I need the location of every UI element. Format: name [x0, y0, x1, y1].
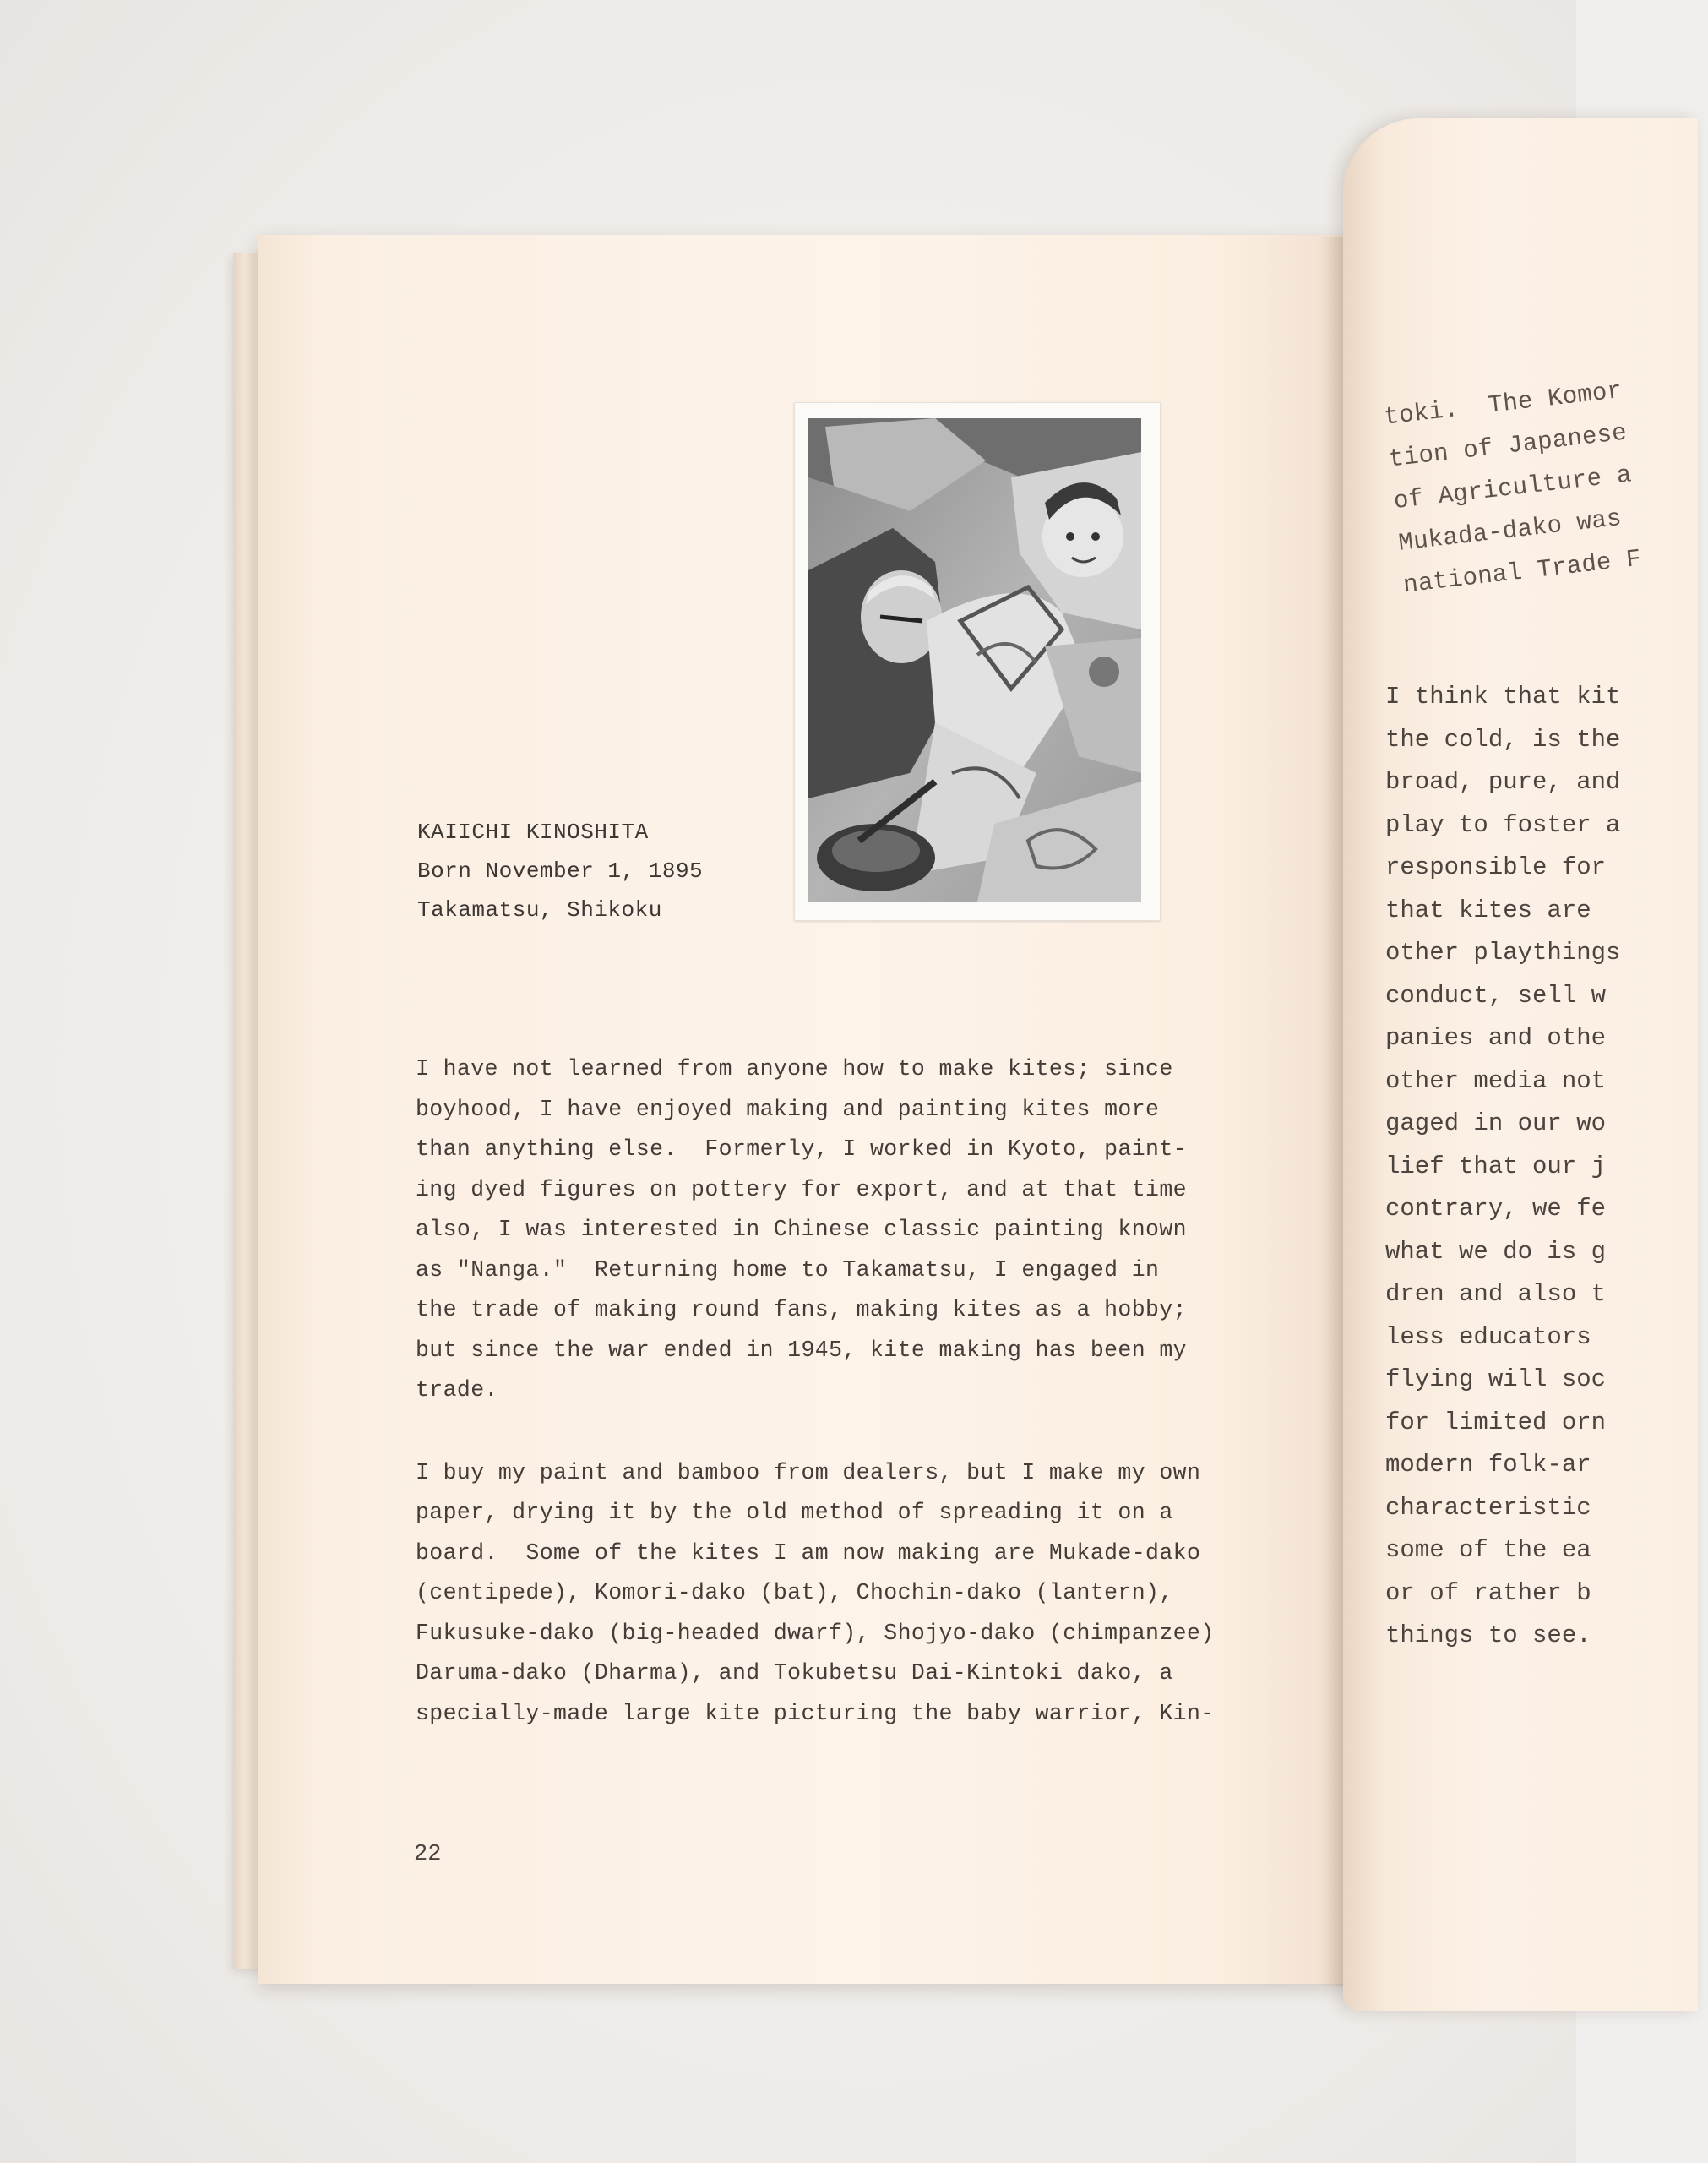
- text-line: what we do is g: [1385, 1237, 1607, 1266]
- body-text: [416, 1049, 1252, 1776]
- text-line: (centipede), Komori-dako (bat), Chochin-dako (lantern),: [416, 1580, 1173, 1605]
- text-line: Daruma-dako (Dharma), and Tokubetsu Dai-Kintoki dako, a: [416, 1660, 1173, 1686]
- text-line: lief that our j: [1385, 1152, 1607, 1180]
- text-line: flying will soc: [1385, 1365, 1607, 1393]
- paragraph-1: [416, 1049, 1252, 1411]
- text-line: other media not: [1385, 1066, 1607, 1095]
- text-line: paper, drying it by the old method of spreading it on a: [416, 1500, 1173, 1525]
- page-number: 22: [414, 1842, 442, 1867]
- text-line: things to see.: [1385, 1621, 1591, 1649]
- text-line: that kites are: [1385, 896, 1591, 924]
- text-line: as "Nanga." Returning home to Takamatsu, I engaged in: [416, 1256, 1160, 1283]
- text-line: less educators: [1385, 1322, 1591, 1351]
- text-line: contrary, we fe: [1385, 1195, 1607, 1223]
- text-line: I have not learned from anyone how to make kites; since: [416, 1056, 1173, 1082]
- text-line: modern folk-ar: [1385, 1451, 1591, 1479]
- text-line: than anything else. Formerly, I worked in Kyoto, paint-: [416, 1136, 1187, 1162]
- text-line: the cold, is the: [1385, 725, 1621, 754]
- text-line: trade.: [416, 1377, 498, 1403]
- text-line: of Agriculture a: [1392, 460, 1634, 516]
- text-line: Mukada-dako was: [1396, 504, 1624, 558]
- text-line: boyhood, I have enjoyed making and painting kites more: [416, 1096, 1160, 1122]
- text-line: conduct, sell w: [1385, 981, 1607, 1010]
- text-line: board. Some of the kites I am now making are Mukade-dako: [416, 1539, 1201, 1566]
- author-birthdate: Born November 1, 1895: [417, 858, 704, 884]
- text-line: Fukusuke-dako (big-headed dwarf), Shojyo-dako (chimpanzee): [416, 1620, 1215, 1646]
- text-line: dren and also t: [1385, 1280, 1607, 1308]
- text-line: panies and othe: [1385, 1024, 1607, 1052]
- text-line: play to foster a: [1385, 810, 1621, 839]
- text-line: I buy my paint and bamboo from dealers, but I make my own: [416, 1459, 1201, 1485]
- author-caption: [417, 813, 703, 929]
- text-line: broad, pure, and: [1385, 768, 1621, 796]
- text-line: or of rather b: [1385, 1578, 1591, 1607]
- author-birthplace: Takamatsu, Shikoku: [417, 897, 662, 923]
- text-line: gaged in our wo: [1385, 1109, 1607, 1137]
- text-line: I think that kit: [1385, 683, 1621, 711]
- text-line: responsible for: [1385, 853, 1607, 881]
- kite-maker-photo: [808, 418, 1141, 902]
- text-line: characteristic: [1385, 1493, 1591, 1522]
- right-page-top-text: [1382, 362, 1708, 607]
- text-line: some of the ea: [1385, 1536, 1591, 1564]
- paragraph-2: [416, 1453, 1252, 1735]
- text-line: also, I was interested in Chinese classic painting known: [416, 1217, 1187, 1242]
- text-line: but since the war ended in 1945, kite making has been my: [416, 1337, 1187, 1363]
- text-line: the trade of making round fans, making kites as a hobby;: [416, 1297, 1187, 1322]
- text-line: tion of Japanese: [1387, 418, 1629, 474]
- text-line: specially-made large kite picturing the baby warrior, Kin-: [416, 1700, 1215, 1726]
- right-page-body-text: [1385, 676, 1689, 1658]
- text-line: toki. The Komor: [1382, 376, 1624, 432]
- text-line: ing dyed figures on pottery for export, and at that time: [416, 1176, 1187, 1202]
- author-name: KAIICHI KINOSHITA: [417, 820, 649, 845]
- text-line: for limited orn: [1385, 1408, 1607, 1436]
- text-line: other playthings: [1385, 939, 1621, 967]
- photo-frame: [794, 402, 1161, 921]
- text-line: national Trade F: [1401, 544, 1643, 600]
